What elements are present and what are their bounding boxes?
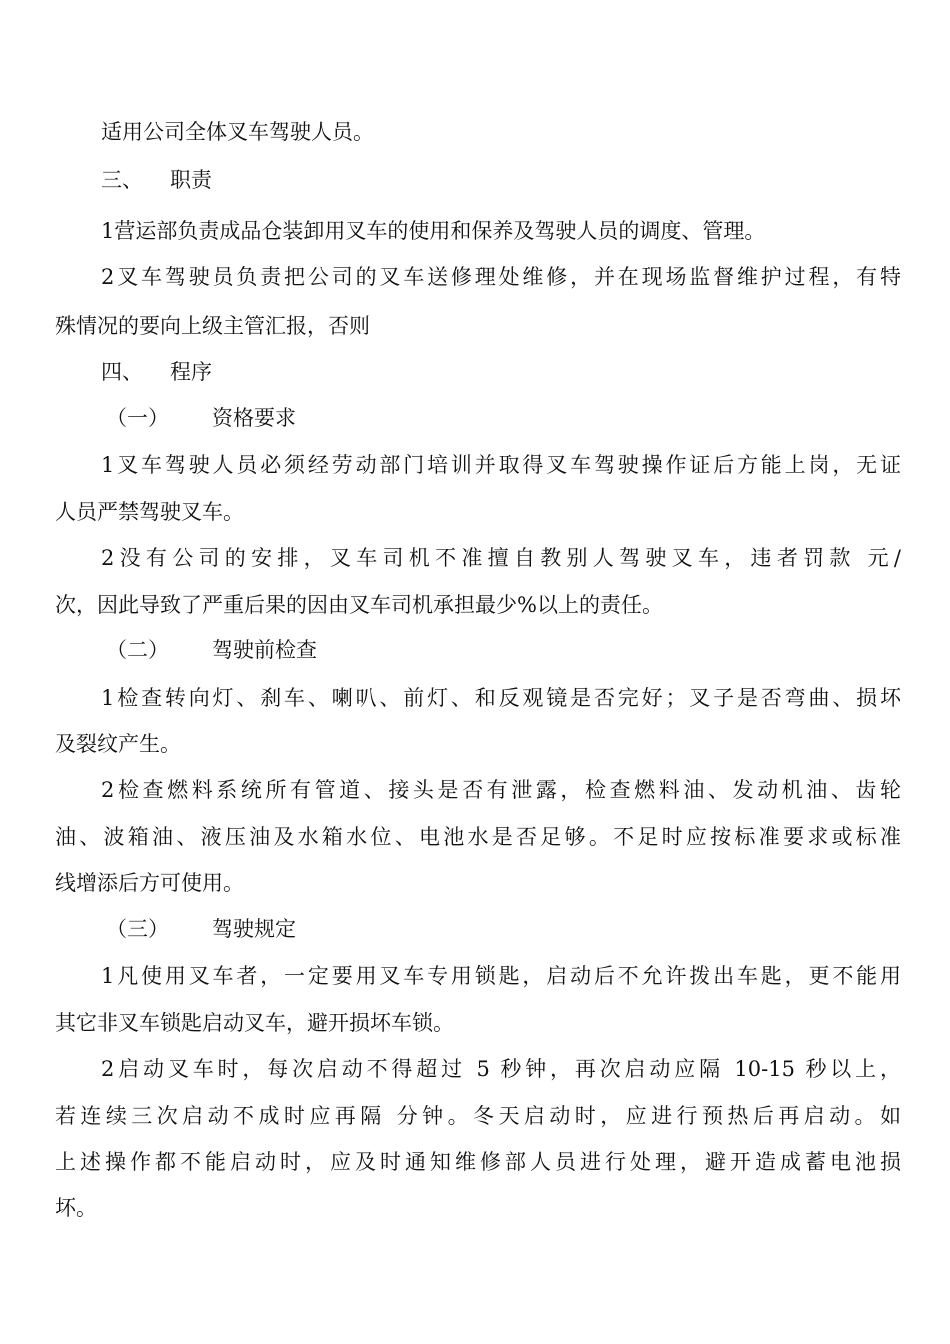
subsection-3-paragraph-1-line-1: 1凡使用叉车者，一定要用叉车专用锁匙，启动后不允许拨出车匙，更不能用 <box>101 964 901 988</box>
subsection-3-paragraph-1-line-2: 其它非叉车锁匙启动叉车，避开损坏车锁。 <box>55 1011 454 1035</box>
section-3-paragraph-1: 1营运部负责成品仓装卸用叉车的使用和保养及驾驶人员的调度、管理。 <box>101 219 766 243</box>
subsection-3-title: 驾驶规定 <box>212 917 296 941</box>
section-4-title: 程序 <box>170 360 212 384</box>
subsection-1-number: （一） <box>106 406 169 430</box>
subsection-1-paragraph-1-line-1: 1叉车驾驶人员必须经劳动部门培训并取得叉车驾驶操作证后方能上岗，无证 <box>101 453 901 477</box>
subsection-2-number: （二） <box>106 638 169 662</box>
subsection-2-paragraph-2-line-3: 线增添后方可使用。 <box>55 871 244 895</box>
subsection-2-paragraph-1-line-1: 1检查转向灯、刹车、喇叭、前灯、和反观镜是否完好；叉子是否弯曲、损坏 <box>101 686 901 710</box>
subsection-2-paragraph-2-line-1: 2检查燃料系统所有管道、接头是否有泄露，检查燃料油、发动机油、齿轮 <box>101 778 901 802</box>
scope-text: 适用公司全体叉车驾驶人员。 <box>101 120 374 144</box>
subsection-3-number: （三） <box>106 917 169 941</box>
subsection-3-paragraph-2-line-3: 上述操作都不能启动时，应及时通知维修部人员进行处理，避开造成蓄电池损 <box>55 1150 901 1174</box>
section-4-number: 四、 <box>101 360 143 384</box>
section-3-number: 三、 <box>101 168 143 192</box>
subsection-3-paragraph-2-line-4: 坏。 <box>55 1196 97 1220</box>
subsection-2-title: 驾驶前检查 <box>212 638 317 662</box>
subsection-1-paragraph-2-line-2: 次，因此导致了严重后果的因由叉车司机承担最少%以上的责任。 <box>55 593 663 617</box>
subsection-3-paragraph-2-line-1: 2启动叉车时，每次启动不得超过 5 秒钟，再次启动应隔 10-15 秒以上， <box>101 1057 901 1081</box>
section-3-title: 职责 <box>170 168 212 192</box>
subsection-1-paragraph-1-line-2: 人员严禁驾驶叉车。 <box>55 500 244 524</box>
subsection-3-paragraph-2-line-2: 若连续三次启动不成时应再隔 分钟。冬天启动时，应进行预热后再启动。如 <box>55 1104 901 1128</box>
section-3-paragraph-2-line-1: 2叉车驾驶员负责把公司的叉车送修理处维修，并在现场监督维护过程，有特 <box>101 265 901 289</box>
subsection-2-paragraph-1-line-2: 及裂纹产生。 <box>55 732 181 756</box>
section-3-paragraph-2-line-2: 殊情况的要向上级主管汇报，否则 <box>55 314 370 338</box>
subsection-2-paragraph-2-line-2: 油、波箱油、液压油及水箱水位、电池水是否足够。不足时应按标准要求或标准 <box>55 825 901 849</box>
subsection-1-paragraph-2-line-1: 2没有公司的安排，叉车司机不准擅自教别人驾驶叉车，违者罚款 元/ <box>101 546 901 570</box>
subsection-1-title: 资格要求 <box>212 406 296 430</box>
